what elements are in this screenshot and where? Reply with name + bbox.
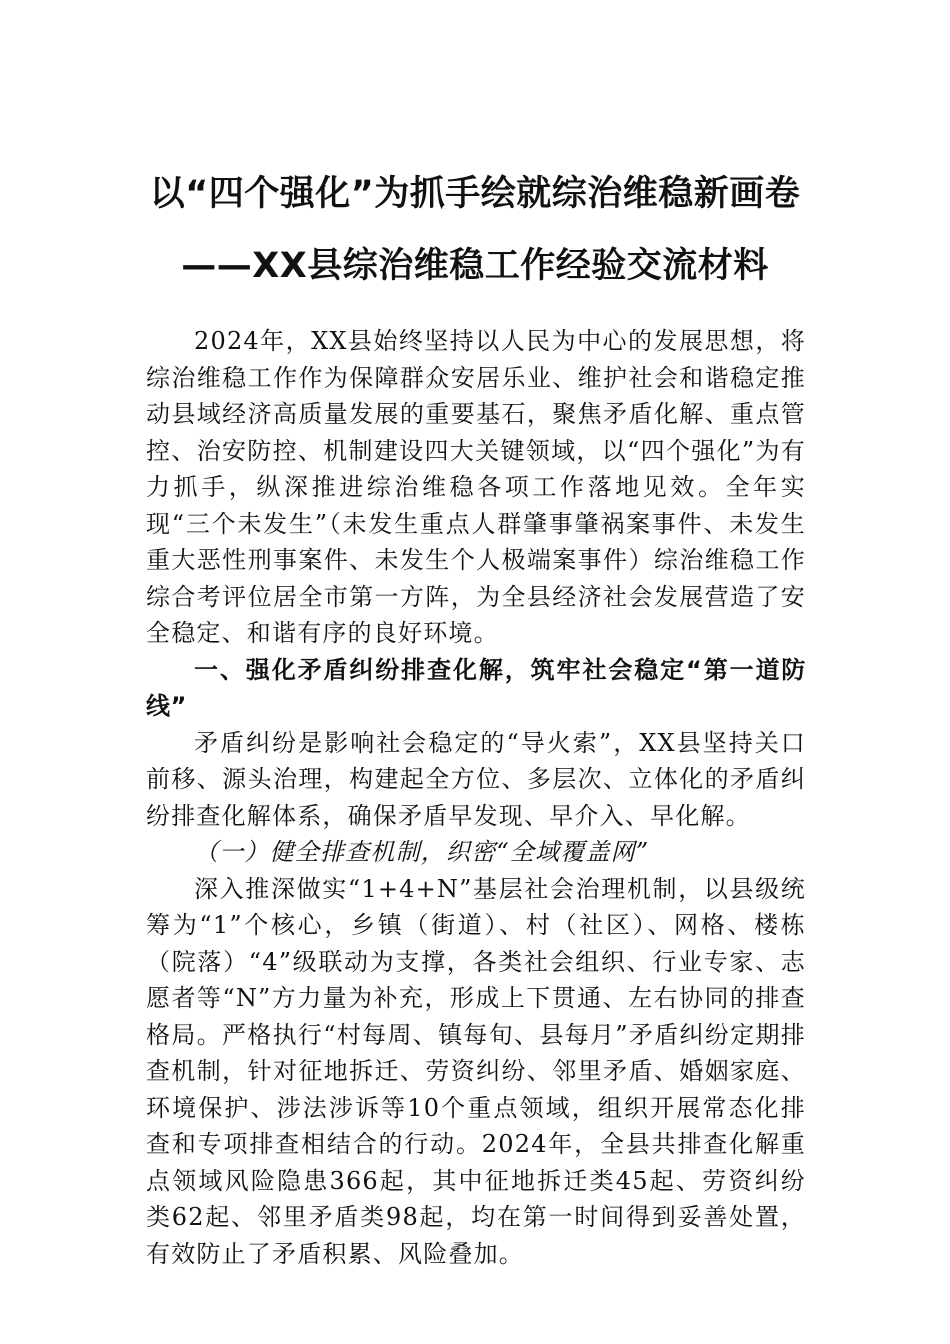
section-1-intro-paragraph: 矛盾纠纷是影响社会稳定的“导火索”，XX县坚持关口前移、源头治理，构建起全方位、多层次、立体化的矛盾纠纷排查化解体系，确保矛盾早发现、早介入、早化解。 (146, 728, 806, 830)
section-heading-1: 一、强化矛盾纠纷排查化解，筑牢社会稳定“第一道防线” (146, 655, 806, 720)
document-body (146, 323, 806, 1272)
subsection-heading-1: （一）健全排查机制，织密“全域覆盖网” (194, 838, 650, 866)
intro-paragraph: 2024年，XX县始终坚持以人民为中心的发展思想，将综治维稳工作作为保障群众安居乐业、维护社会和谐稳定推动县域经济高质量发展的重要基石，聚焦矛盾化解、重点管控、治安防控、机制建设四大关键领域，以“四个强化”为有力抓手，纵深推进综治维稳各项工作落地见效。全年实现“三个未发生”（未发生重点人群肇事肇祸案事件、未发生重大恶性刑事案件、未发生个人极端案事件）综治维稳工作综合考评位居全市第一方阵，为全县经济社会发展营造了安全稳定、和谐有序的良好环境。 (146, 327, 806, 647)
document-title: 以“四个强化”为抓手绘就综治维稳新画卷——XX县综治维稳工作经验交流材料 (149, 174, 801, 286)
subsection-1-paragraph: 深入推深做实“1+4+N”基层社会治理机制，以县级统筹为“1”个核心，乡镇（街道）、村（社区）、网格、楼栋（院落）“4”级联动为支撑，各类社会组织、行业专家、志愿者等“N”方力量为补充，形成上下贯通、左右协同的排查格局。严格执行“村每周、镇每旬、县每月”矛盾纠纷定期排查机制，针对征地拆迁、劳资纠纷、邻里矛盾、婚姻家庭、环境保护、涉法涉诉等10个重点领域，组织开展常态化排查和专项排查相结合的行动。2024年，全县共排查化解重点领域风险隐患366起，其中征地拆迁类45起、劳资纠纷类62起、邻里矛盾类98起，均在第一时间得到妥善处置，有效防止了矛盾积累、风险叠加。 (146, 874, 806, 1268)
